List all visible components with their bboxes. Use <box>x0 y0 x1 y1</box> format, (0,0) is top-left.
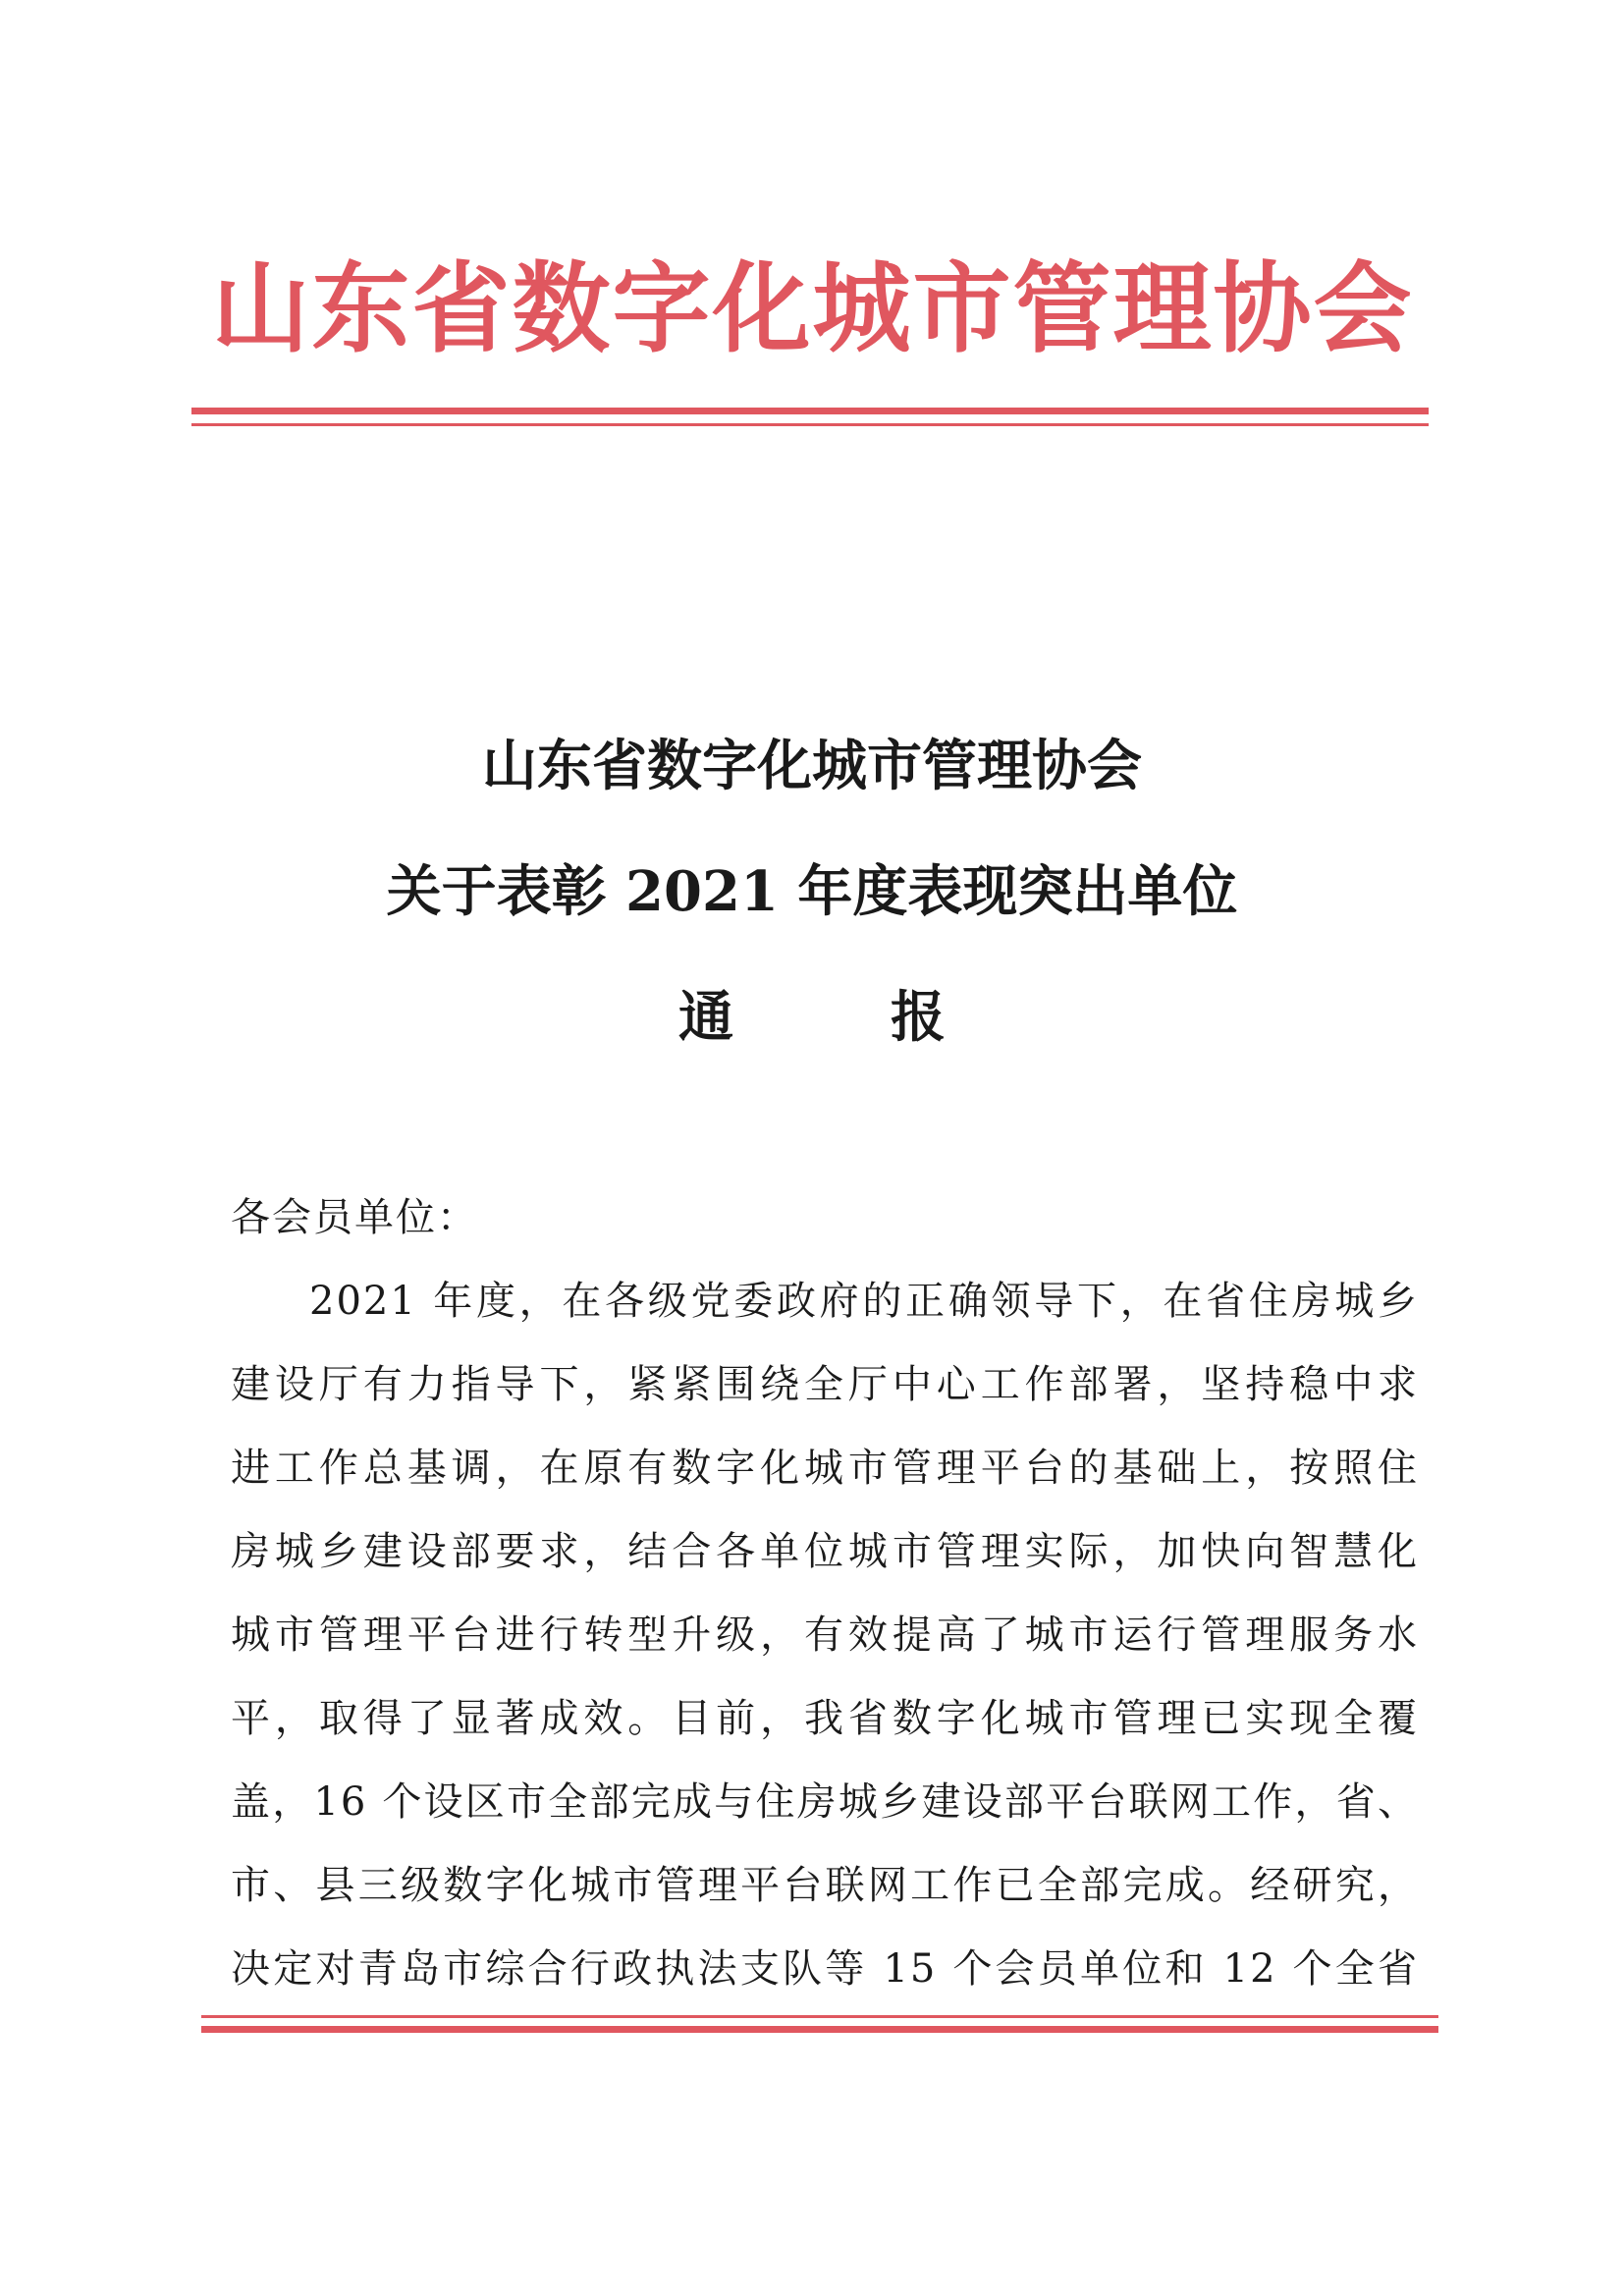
paragraph-line: 盖，16 个设区市全部完成与住房城乡建设部平台联网工作，省、 <box>231 1779 1419 1825</box>
document-title-line-1: 山东省数字化城市管理协会 <box>482 734 1142 798</box>
paragraph-line: 进工作总基调，在原有数字化城市管理平台的基础上，按照住 <box>231 1446 1419 1491</box>
paragraph-line: 城市管理平台进行转型升级，有效提高了城市运行管理服务水 <box>231 1613 1419 1658</box>
masthead-org-name: 山东省数字化城市管理协会 <box>211 251 1414 366</box>
document-type-char-1: 通 <box>678 985 733 1050</box>
masthead-divider-thin <box>191 423 1429 426</box>
document-type-char-2: 报 <box>891 985 946 1050</box>
salutation: 各会员单位： <box>231 1195 478 1240</box>
footer-divider-thin <box>201 2015 1438 2018</box>
document-title-line-3 <box>0 978 1624 1057</box>
paragraph-line: 房城乡建设部要求，结合各单位城市管理实际，加快向智慧化 <box>231 1529 1419 1574</box>
document-title-line-2: 关于表彰 2021 年度表现突出单位 <box>386 859 1238 924</box>
paragraph-line: 平，取得了显著成效。目前，我省数字化城市管理已实现全覆 <box>231 1696 1419 1741</box>
paragraph-line: 2021 年度，在各级党委政府的正确领导下，在省住房城乡 <box>309 1279 1419 1324</box>
paragraph-line: 建设厅有力指导下，紧紧围绕全厅中心工作部署，坚持稳中求 <box>231 1362 1419 1407</box>
paragraph-line: 市、县三级数字化城市管理平台联网工作已全部完成。经研究， <box>231 1863 1419 1908</box>
paragraph-line: 决定对青岛市综合行政执法支队等 15 个会员单位和 12 个全省 <box>231 1946 1419 1992</box>
footer-divider-thick <box>201 2026 1438 2033</box>
masthead-divider-thick <box>191 408 1429 414</box>
